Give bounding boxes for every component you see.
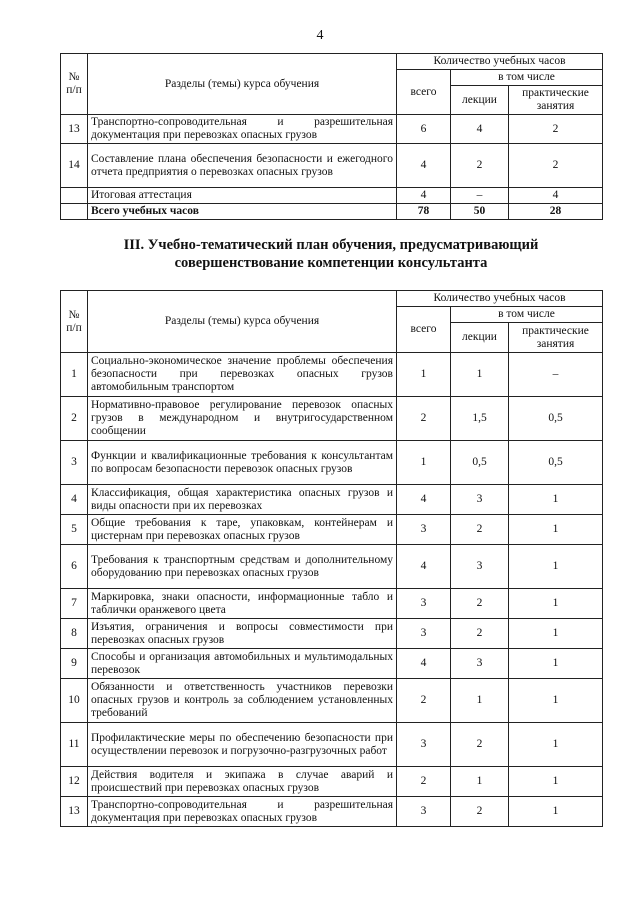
- row-total: 3: [397, 723, 451, 767]
- row-practical: 0,5: [509, 397, 603, 441]
- row-lectures: 3: [451, 649, 509, 679]
- row-num: 6: [61, 545, 88, 589]
- row-lectures: 2: [451, 589, 509, 619]
- row-topic: Действия водителя и экипажа в случае аварий и происшествий при перевозках опасных грузов: [88, 767, 397, 797]
- row-practical: 0,5: [509, 441, 603, 485]
- row-practical: 1: [509, 679, 603, 723]
- row-topic: Составление плана обеспечения безопасности и ежегодного отчета предприятия о перевозках опасных грузов: [88, 144, 397, 188]
- row-lectures: 3: [451, 485, 509, 515]
- row-topic: Транспортно-сопроводительная и разрешительная документация при перевозках опасных грузов: [88, 115, 397, 144]
- row-num: 14: [61, 144, 88, 188]
- row-practical: 4: [509, 188, 603, 204]
- row-topic: Классификация, общая характеристика опасных грузов и виды опасности при их перевозках: [88, 485, 397, 515]
- header-num: № п/п: [61, 291, 88, 353]
- page-number: 4: [316, 28, 324, 43]
- row-practical: 1: [509, 589, 603, 619]
- row-total: 3: [397, 515, 451, 545]
- header-lectures: лекции: [451, 323, 509, 353]
- row-topic: Нормативно-правовое регулирование перевозок опасных грузов в международном и внутригосударственном сообщении: [88, 397, 397, 441]
- row-practical: 1: [509, 485, 603, 515]
- row-lectures: 1: [451, 767, 509, 797]
- row-num: 4: [61, 485, 88, 515]
- table-row: [61, 515, 603, 545]
- row-num: 12: [61, 767, 88, 797]
- row-lectures: –: [451, 188, 509, 204]
- summary-practical: 28: [509, 204, 603, 220]
- row-practical: 2: [509, 144, 603, 188]
- row-lectures: 1: [451, 679, 509, 723]
- header-topic: Разделы (темы) курса обучения: [88, 54, 397, 115]
- row-total: 4: [397, 188, 451, 204]
- row-lectures: 4: [451, 115, 509, 144]
- table-row: [61, 144, 603, 188]
- row-topic: Способы и организация автомобильных и мультимодальных перевозок: [88, 649, 397, 679]
- row-num: 2: [61, 397, 88, 441]
- row-total: 3: [397, 589, 451, 619]
- header-num: № п/п: [61, 54, 88, 115]
- row-num: 13: [61, 797, 88, 827]
- table-row: [61, 485, 603, 515]
- table-row: [61, 188, 603, 204]
- row-num: 3: [61, 441, 88, 485]
- row-lectures: 2: [451, 619, 509, 649]
- row-lectures: 1: [451, 353, 509, 397]
- course-hours-table-continued: [60, 53, 603, 220]
- row-num: 1: [61, 353, 88, 397]
- table-row: [61, 115, 603, 144]
- table-row: [61, 797, 603, 827]
- header-including: в том числе: [451, 307, 603, 323]
- table-row: [61, 397, 603, 441]
- header-topic: Разделы (темы) курса обучения: [88, 291, 397, 353]
- row-topic: Функции и квалификационные требования к консультантам по вопросам безопасности перевозок опасных грузов: [88, 441, 397, 485]
- summary-label: Всего учебных часов: [88, 204, 397, 220]
- table-row: [61, 723, 603, 767]
- row-topic: Обязанности и ответственность участников перевозки опасных грузов и контроль за соблюдением установленных требований: [88, 679, 397, 723]
- row-total: 4: [397, 545, 451, 589]
- row-practical: 1: [509, 515, 603, 545]
- section-title: III. Учебно-тематический план обучения, предусматривающий совершенствование компетенции консультанта: [123, 237, 539, 271]
- row-lectures: 2: [451, 723, 509, 767]
- row-total: 6: [397, 115, 451, 144]
- row-total: 4: [397, 144, 451, 188]
- row-practical: 1: [509, 545, 603, 589]
- row-num: 9: [61, 649, 88, 679]
- table-row: [61, 679, 603, 723]
- row-practical: –: [509, 353, 603, 397]
- row-topic: Профилактические меры по обеспечению безопасности при осуществлении перевозок и погрузочно-разгрузочных работ: [88, 723, 397, 767]
- row-lectures: 2: [451, 515, 509, 545]
- row-num: 5: [61, 515, 88, 545]
- row-num: 11: [61, 723, 88, 767]
- table-row: [61, 767, 603, 797]
- header-total: всего: [397, 307, 451, 353]
- row-practical: 1: [509, 649, 603, 679]
- table-row: [61, 649, 603, 679]
- row-topic: Транспортно-сопроводительная и разрешительная документация при перевозках опасных грузов: [88, 797, 397, 827]
- row-total: 1: [397, 441, 451, 485]
- summary-lectures: 50: [451, 204, 509, 220]
- header-hours: Количество учебных часов: [397, 291, 603, 307]
- header-hours: Количество учебных часов: [397, 54, 603, 70]
- header-including: в том числе: [451, 70, 603, 86]
- summary-row: [61, 204, 603, 220]
- row-total: 1: [397, 353, 451, 397]
- row-total: 2: [397, 679, 451, 723]
- row-practical: 1: [509, 797, 603, 827]
- row-num: 8: [61, 619, 88, 649]
- table-row: [61, 441, 603, 485]
- row-practical: 2: [509, 115, 603, 144]
- row-num: 7: [61, 589, 88, 619]
- row-num: [61, 188, 88, 204]
- row-topic: Социально-экономическое значение проблемы обеспечения безопасности при перевозках опасных грузов автомобильным транспортом: [88, 353, 397, 397]
- table-row: [61, 545, 603, 589]
- row-total: 4: [397, 485, 451, 515]
- table-row: [61, 589, 603, 619]
- table-row: [61, 619, 603, 649]
- row-num: 10: [61, 679, 88, 723]
- row-topic: Маркировка, знаки опасности, информационные табло и таблички оранжевого цвета: [88, 589, 397, 619]
- header-practical: практические занятия: [509, 86, 603, 115]
- row-topic: Итоговая аттестация: [88, 188, 397, 204]
- summary-total: 78: [397, 204, 451, 220]
- row-lectures: 1,5: [451, 397, 509, 441]
- row-total: 3: [397, 619, 451, 649]
- row-topic: Общие требования к таре, упаковкам, контейнерам и цистернам при перевозках опасных грузов: [88, 515, 397, 545]
- consultant-course-plan-table: [60, 290, 603, 827]
- row-total: 2: [397, 397, 451, 441]
- row-lectures: 0,5: [451, 441, 509, 485]
- row-practical: 1: [509, 619, 603, 649]
- header-practical: практические занятия: [509, 323, 603, 353]
- row-practical: 1: [509, 767, 603, 797]
- row-total: 3: [397, 797, 451, 827]
- row-lectures: 3: [451, 545, 509, 589]
- row-total: 2: [397, 767, 451, 797]
- header-lectures: лекции: [451, 86, 509, 115]
- row-practical: 1: [509, 723, 603, 767]
- row-lectures: 2: [451, 797, 509, 827]
- header-total: всего: [397, 70, 451, 115]
- row-num: 13: [61, 115, 88, 144]
- row-lectures: 2: [451, 144, 509, 188]
- row-topic: Изъятия, ограничения и вопросы совместимости при перевозках опасных грузов: [88, 619, 397, 649]
- row-total: 4: [397, 649, 451, 679]
- row-topic: Требования к транспортным средствам и дополнительному оборудованию при перевозках опасных грузов: [88, 545, 397, 589]
- table-row: [61, 353, 603, 397]
